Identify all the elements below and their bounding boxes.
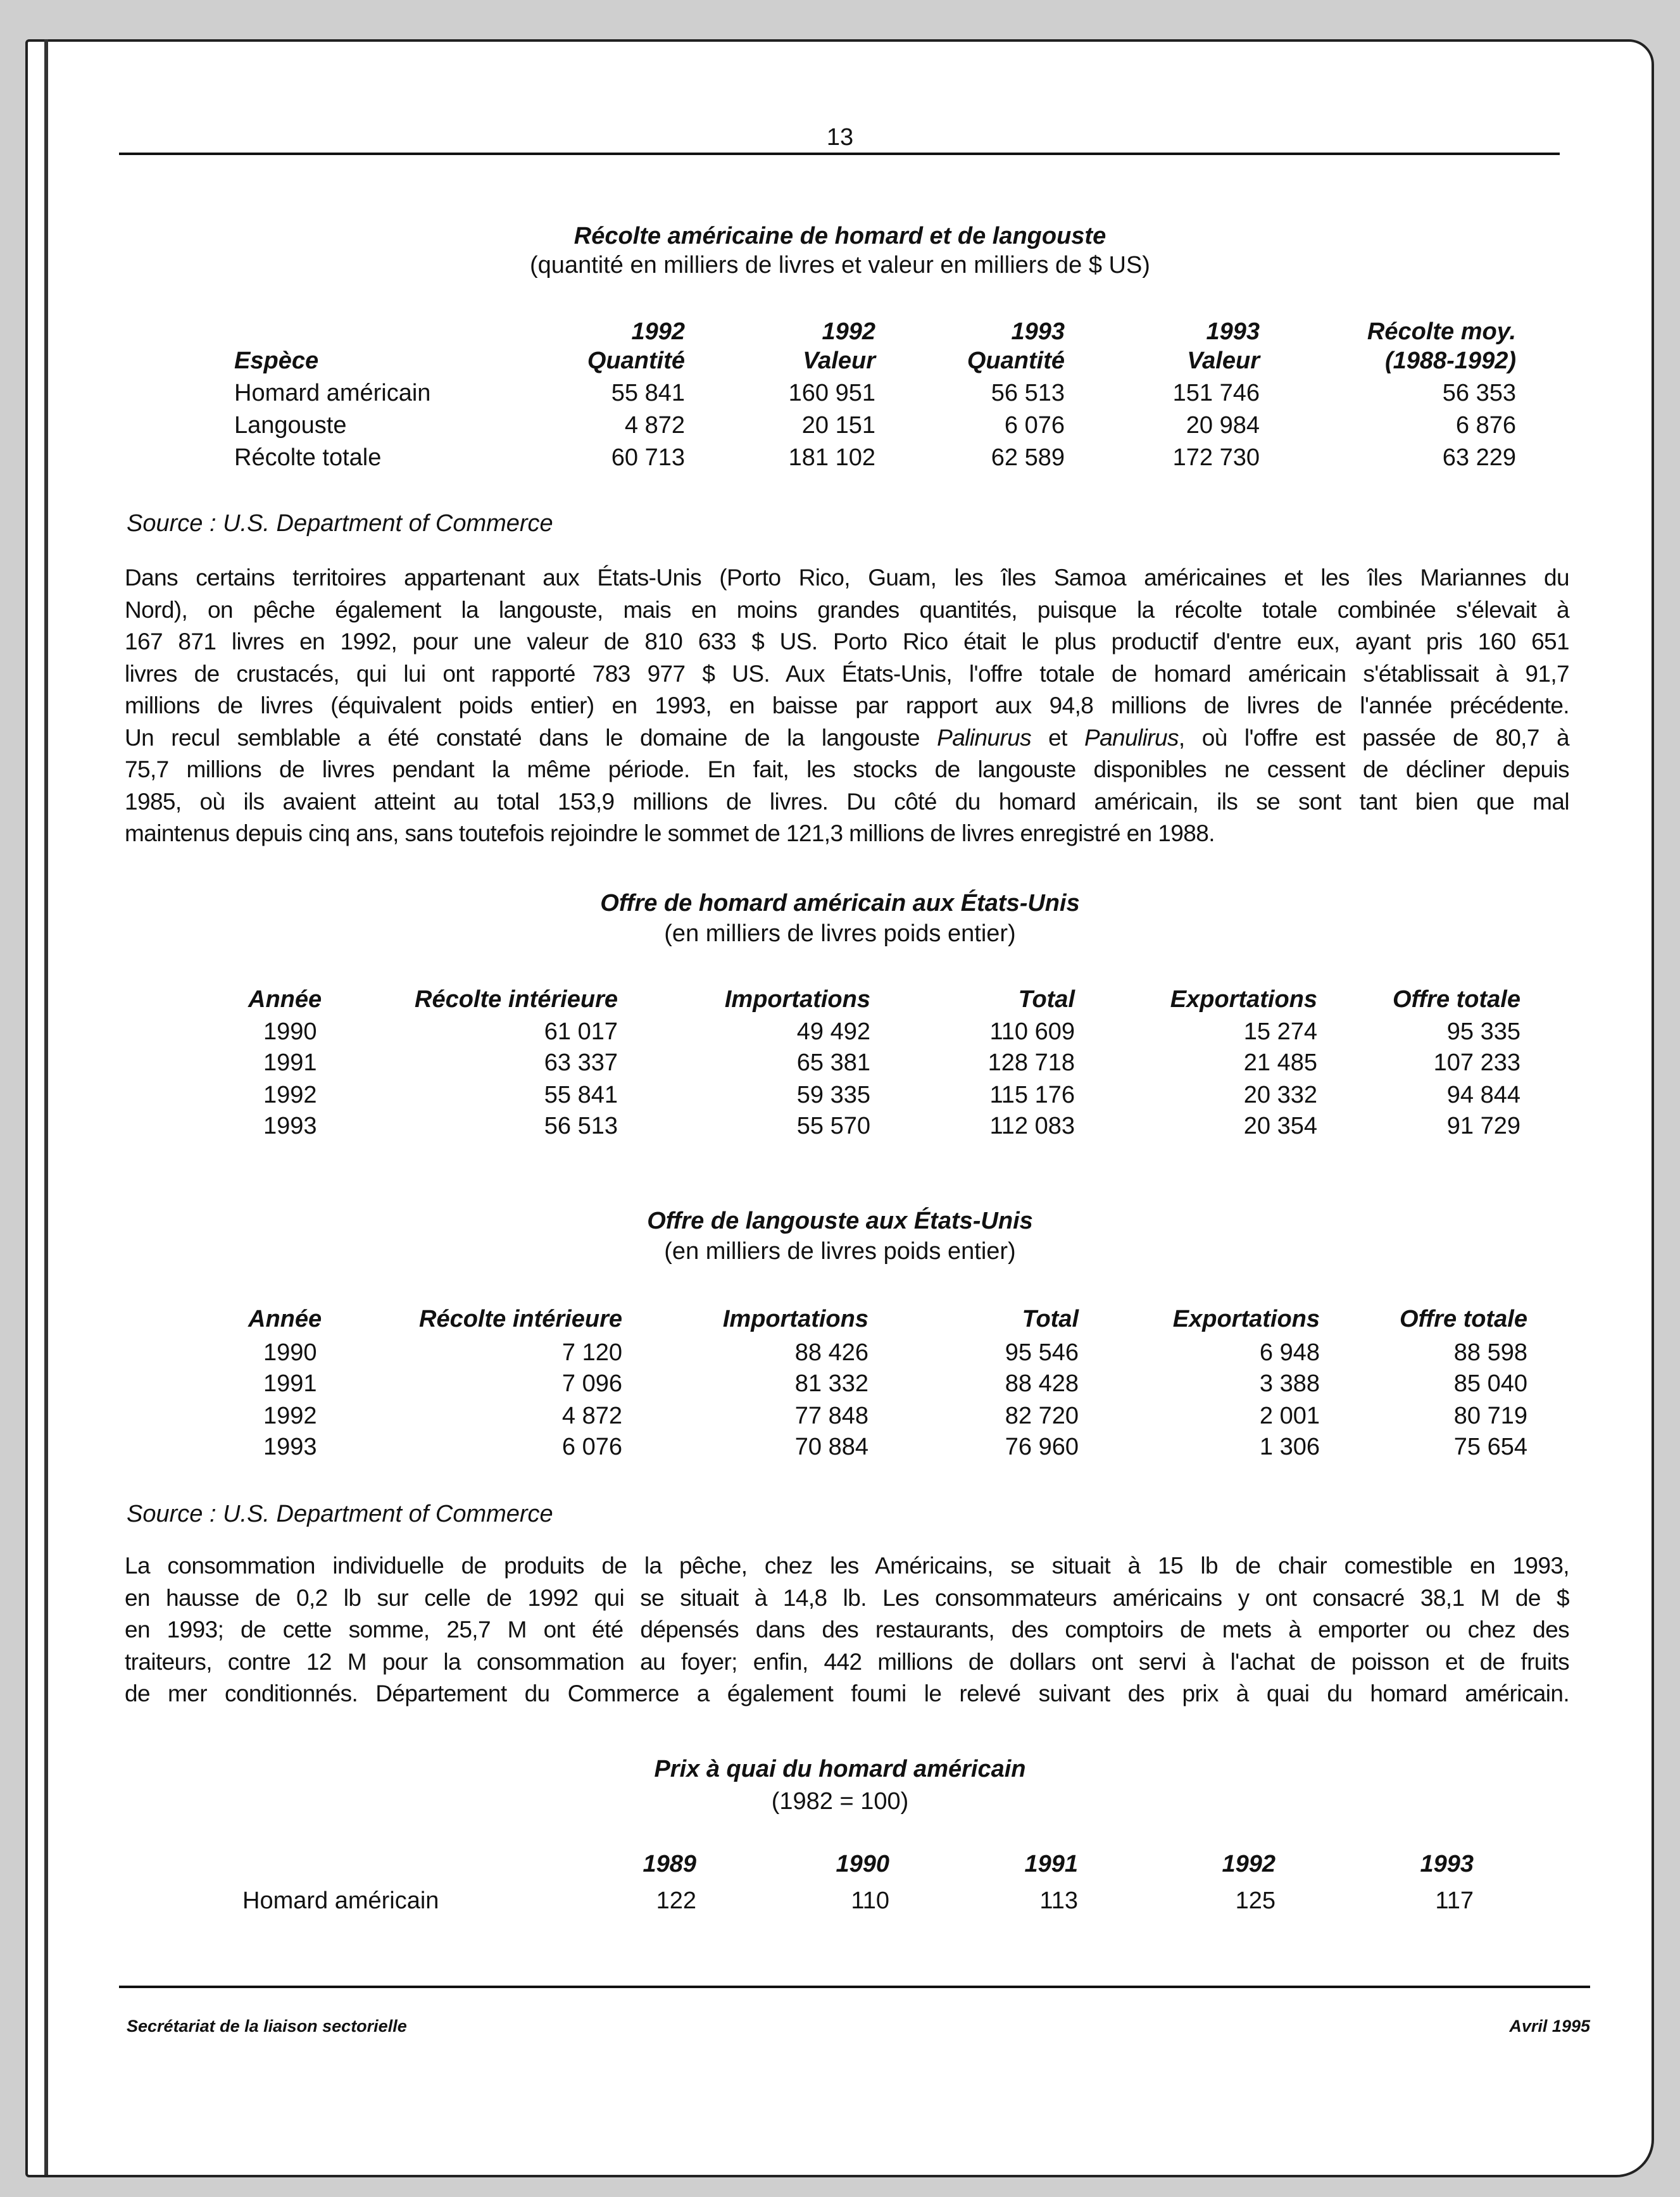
table3-cell: 81 332: [794, 1370, 868, 1397]
table2-cell: 55 570: [796, 1113, 870, 1139]
paragraph1-line: [125, 725, 1569, 751]
table1-cell: 55 841: [611, 380, 685, 406]
table2-cell: 21 485: [1243, 1049, 1317, 1076]
table4-title: Prix à quai du homard américain: [654, 1756, 1026, 1782]
table3-cell: 2 001: [1259, 1403, 1320, 1429]
table3-cell: 70 884: [794, 1434, 868, 1460]
table2-cell: 59 335: [796, 1082, 870, 1108]
table2-cell: 61 017: [544, 1018, 618, 1045]
table3-cell: 88 598: [1453, 1339, 1527, 1366]
table3-year: 1993: [263, 1434, 317, 1460]
table2-header: Importations: [724, 986, 870, 1013]
table1-header-label: Quantité: [967, 347, 1065, 374]
table3-cell: 4 872: [561, 1403, 622, 1429]
table2-cell: 56 513: [544, 1113, 618, 1139]
table2-cell: 128 718: [987, 1049, 1075, 1076]
table3-year: 1990: [263, 1339, 317, 1366]
table2-cell: 91 729: [1446, 1113, 1520, 1139]
table1-cell: 4 872: [624, 412, 685, 439]
table4-value: 117: [1435, 1887, 1474, 1914]
table2-cell: 20 332: [1243, 1082, 1317, 1108]
table4-subtitle: (1982 = 100): [771, 1788, 909, 1815]
table1-cell: 6 076: [1004, 412, 1065, 439]
species-name: Panulirus: [1084, 724, 1179, 751]
table1-cell: 60 713: [611, 444, 685, 471]
footer-date: Avril 1995: [1509, 2017, 1590, 2036]
paragraph1-line: 75,7 millions de livres pendant la même période. En fait, les stocks de langouste disponibles ne cessent de décliner depuis: [125, 756, 1569, 782]
table3-cell: 77 848: [794, 1403, 868, 1429]
table4-value: 125: [1235, 1887, 1276, 1914]
table3-header: Offre totale: [1399, 1306, 1527, 1332]
table3-cell: 76 960: [1005, 1434, 1079, 1460]
table2-header: Offre totale: [1392, 986, 1520, 1013]
table2-year: 1990: [263, 1018, 317, 1045]
table1-header-year: Récolte moy.: [1367, 318, 1516, 345]
table3-cell: 88 428: [1005, 1370, 1079, 1397]
table2-cell: 15 274: [1243, 1018, 1317, 1045]
table3-cell: 88 426: [794, 1339, 868, 1366]
table3-cell: 6 948: [1259, 1339, 1320, 1366]
table1-header-year: 1992: [822, 318, 875, 345]
paragraph1-line: Dans certains territoires appartenant aux États-Unis (Porto Rico, Guam, les îles Samoa américaines et les îles Mariannes du: [125, 565, 1569, 591]
paragraph1-line: 167 871 livres en 1992, pour une valeur de 810 633 $ US. Porto Rico était le plus productif d'entre eux, ayant pris 160 651: [125, 629, 1569, 654]
table1-row-label: Récolte totale: [234, 444, 382, 471]
table1-subtitle: (quantité en milliers de livres et valeur en milliers de $ US): [530, 252, 1150, 279]
table3-cell: 95 546: [1005, 1339, 1079, 1366]
table1-cell: 172 730: [1172, 444, 1260, 471]
table4-year: 1992: [1222, 1851, 1276, 1877]
table3-cell: 7 120: [561, 1339, 622, 1366]
table2-cell: 110 609: [989, 1018, 1075, 1045]
table2-cell: 63 337: [544, 1049, 618, 1076]
table2-cell: 49 492: [796, 1018, 870, 1045]
table1-cell: 20 151: [801, 412, 875, 439]
table3-cell: 1 306: [1259, 1434, 1320, 1460]
table2-year: 1991: [263, 1049, 317, 1076]
paragraph2-line: de mer conditionnés. Département du Commerce a également foumi le relevé suivant des prix à quai du homard américain.: [125, 1681, 1569, 1706]
footer-left: Secrétariat de la liaison sectorielle: [127, 2017, 407, 2036]
paragraph2-line: La consommation individuelle de produits de la pêche, chez les Américains, se situait à 15 lb de chair comestible en 1993,: [125, 1553, 1569, 1579]
table1-cell: 151 746: [1172, 380, 1260, 406]
table3-year: 1991: [263, 1370, 317, 1397]
table2-header: Récolte intérieure: [415, 986, 618, 1013]
paragraph-text: et: [1031, 724, 1084, 751]
table1-cell: 62 589: [991, 444, 1065, 471]
table3-source: Source : U.S. Department of Commerce: [127, 1501, 553, 1527]
table1-cell: 56 353: [1442, 380, 1516, 406]
table1-title: Récolte américaine de homard et de langouste: [574, 223, 1106, 249]
table2-header: Exportations: [1170, 986, 1317, 1013]
table1-header-label: (1988-1992): [1384, 347, 1516, 374]
table3-cell: 82 720: [1005, 1403, 1079, 1429]
table1-header-label: Quantité: [587, 347, 685, 374]
paragraph2-line: traiteurs, contre 12 M pour la consommation au foyer; enfin, 442 millions de dollars ont servi à l'achat de poisson et de fruits: [125, 1648, 1569, 1675]
table1-cell: 63 229: [1442, 444, 1516, 471]
paragraph1-line: livres de crustacés, qui lui ont rapporté 783 977 $ US. Aux États-Unis, l'offre totale de homard américain s'établissait à 91,7: [125, 660, 1569, 687]
table3-header: Exportations: [1172, 1306, 1320, 1332]
species-name: Palinurus: [937, 724, 1031, 751]
table3-cell: 3 388: [1259, 1370, 1320, 1397]
paragraph2-line: en 1993; de cette somme, 25,7 M ont été dépensés dans des restaurants, des comptoirs de mets à emporter ou chez des: [125, 1617, 1569, 1643]
paragraph-text: Un recul semblable a été constaté dans le domaine de la langouste: [125, 724, 937, 751]
table2-header: Année: [248, 986, 322, 1013]
table4-year: 1991: [1024, 1851, 1078, 1877]
header-rule: [119, 153, 1560, 155]
table1-header-year: 1993: [1011, 318, 1065, 345]
table2-year: 1993: [263, 1113, 317, 1139]
footer-rule: [119, 1986, 1590, 1988]
table4-year: 1993: [1420, 1851, 1474, 1877]
table1-row-label: Homard américain: [234, 380, 431, 406]
table4-value: 122: [656, 1887, 696, 1914]
table3-cell: 7 096: [561, 1370, 622, 1397]
table2-cell: 65 381: [796, 1049, 870, 1076]
table2-cell: 94 844: [1446, 1082, 1520, 1108]
table2-cell: 55 841: [544, 1082, 618, 1108]
table4-row-label: Homard américain: [242, 1887, 439, 1914]
table2-cell: 95 335: [1446, 1018, 1520, 1045]
table3-title: Offre de langouste aux États-Unis: [647, 1208, 1033, 1234]
table1-source: Source : U.S. Department of Commerce: [127, 510, 553, 537]
table3-header: Importations: [722, 1306, 868, 1332]
table1-cell: 20 984: [1186, 412, 1260, 439]
table3-cell: 6 076: [561, 1434, 622, 1460]
paragraph1-line: Nord), on pêche également la langouste, mais en moins grandes quantités, puisque la récolte totale combinée s'élevait à: [125, 596, 1569, 623]
table1-header-label: Espèce: [234, 347, 319, 374]
page-number: 13: [826, 124, 854, 151]
table1-cell: 6 876: [1455, 412, 1516, 439]
table3-cell: 85 040: [1453, 1370, 1527, 1397]
table4-value: 110: [851, 1887, 889, 1914]
table2-title: Offre de homard américain aux États-Unis: [600, 890, 1080, 917]
table4-year: 1990: [836, 1851, 889, 1877]
paragraph-text: , où l'offre est passée de 80,7 à: [1178, 724, 1569, 751]
paragraph1-line: millions de livres (équivalent poids entier) en 1993, en baisse par rapport aux 94,8 millions de livres de l'année précédente.: [125, 692, 1569, 718]
table3-header: Total: [1022, 1306, 1079, 1332]
table1-row-label: Langouste: [234, 412, 347, 439]
table2-header: Total: [1018, 986, 1075, 1013]
table3-cell: 80 719: [1453, 1403, 1527, 1429]
table2-year: 1992: [263, 1082, 317, 1108]
paragraph2-line: en hausse de 0,2 lb sur celle de 1992 qui se situait à 14,8 lb. Les consommateurs américains y ont consacré 38,1 M de $: [125, 1584, 1569, 1611]
table1-header-year: 1992: [631, 318, 685, 345]
table3-header: Récolte intérieure: [419, 1306, 622, 1332]
table2-cell: 115 176: [989, 1082, 1075, 1108]
table4-value: 113: [1039, 1887, 1078, 1914]
table3-cell: 75 654: [1453, 1434, 1527, 1460]
table2-subtitle: (en milliers de livres poids entier): [664, 920, 1016, 947]
table1-header-label: Valeur: [803, 347, 875, 374]
table4-year: 1989: [643, 1851, 696, 1877]
table3-year: 1992: [263, 1403, 317, 1429]
table1-cell: 181 102: [788, 444, 875, 471]
table2-cell: 112 083: [989, 1113, 1075, 1139]
table3-header: Année: [248, 1306, 322, 1332]
table1-header-year: 1993: [1206, 318, 1260, 345]
table1-cell: 56 513: [991, 380, 1065, 406]
table2-cell: 107 233: [1433, 1049, 1520, 1076]
paragraph1-line: maintenus depuis cinq ans, sans toutefois rejoindre le sommet de 121,3 millions de livres enregistré en 1988.: [125, 820, 1215, 846]
table2-cell: 20 354: [1243, 1113, 1317, 1139]
table1-header-label: Valeur: [1187, 347, 1260, 374]
binder-edge-line: [44, 39, 48, 2175]
table3-subtitle: (en milliers de livres poids entier): [664, 1238, 1016, 1265]
paragraph1-line: 1985, où ils avaient atteint au total 153,9 millions de livres. Du côté du homard américain, ils se sont tant bien que mal: [125, 788, 1569, 815]
table1-cell: 160 951: [788, 380, 875, 406]
